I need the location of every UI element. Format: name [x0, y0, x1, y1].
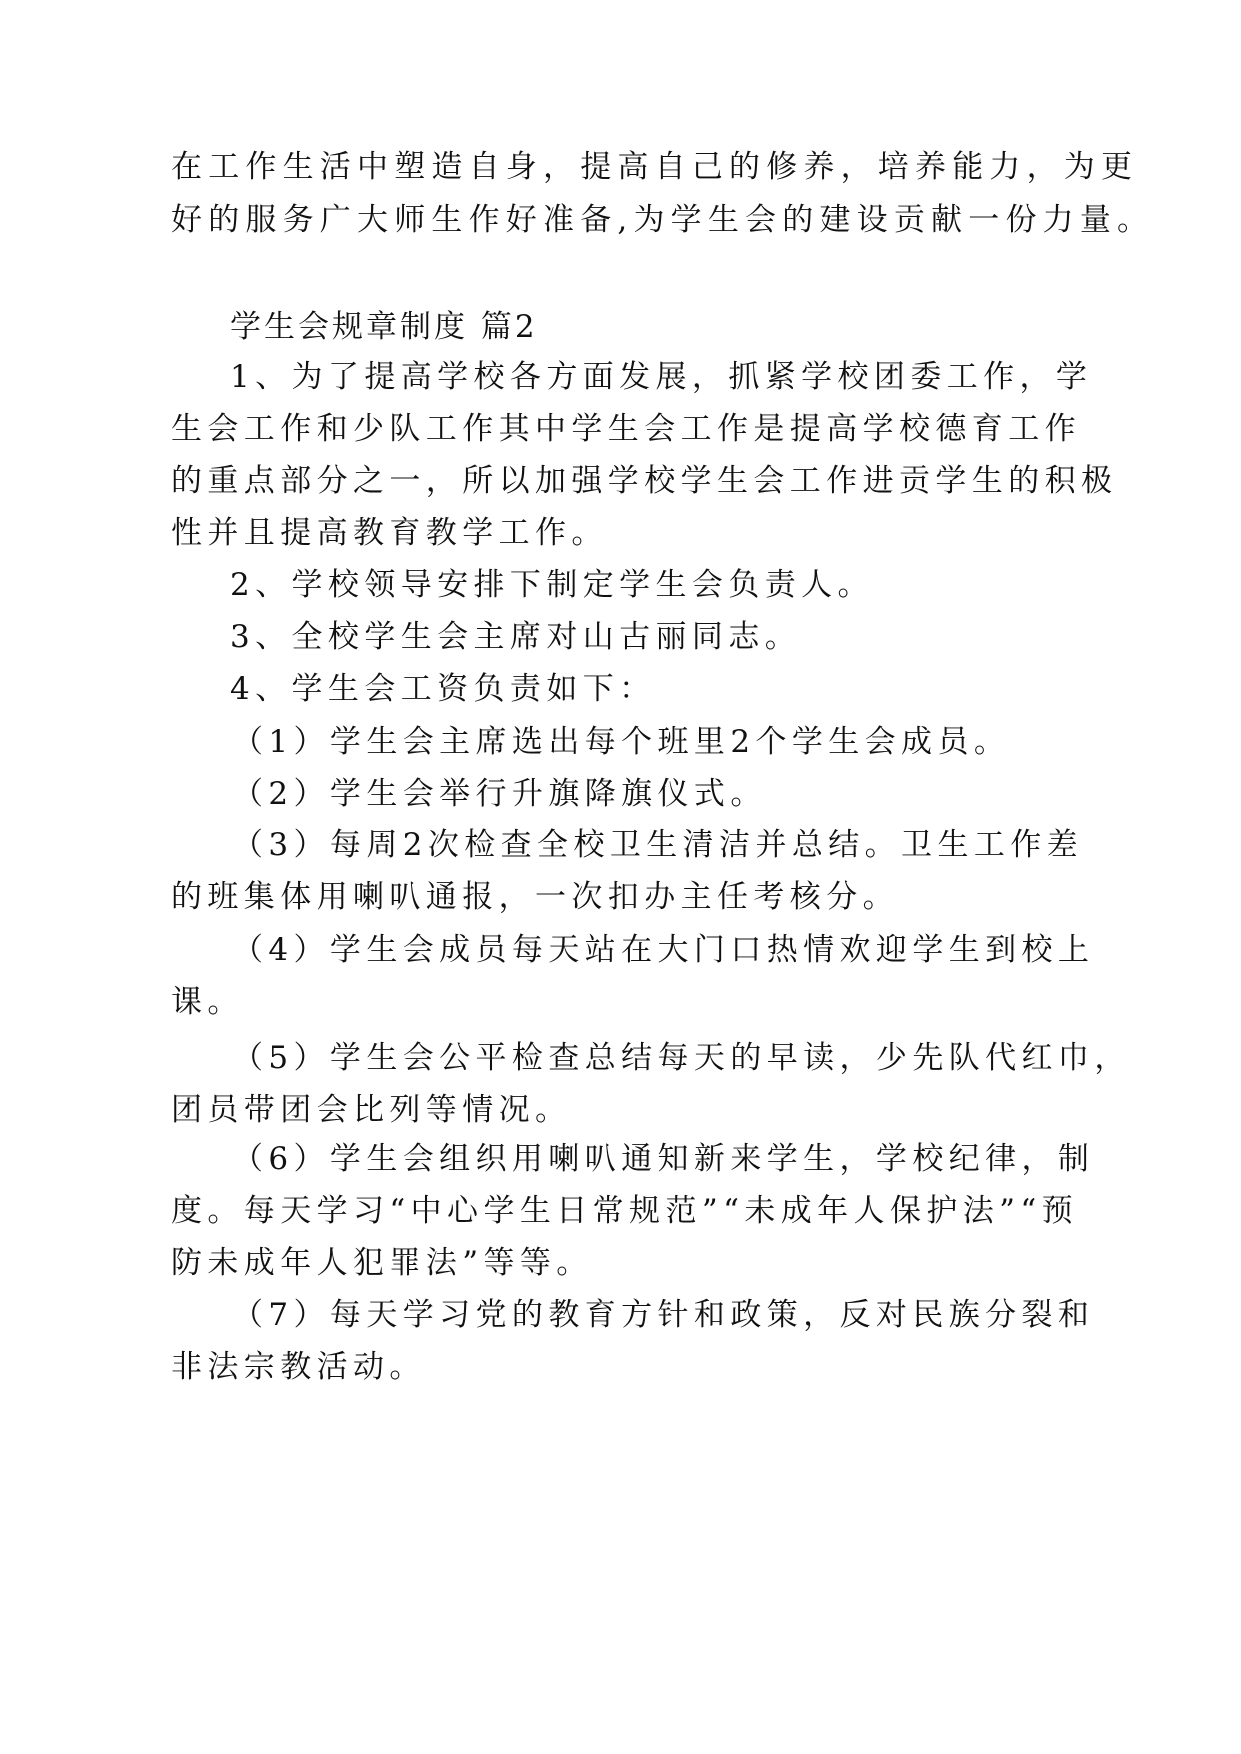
- paragraph-line: 4、学生会工资负责如下：: [230, 671, 656, 707]
- paragraph-line: 性并且提高教育教学工作。: [171, 515, 608, 551]
- paragraph-line: （3）每周2次检查全校卫生清洁并总结。卫生工作差: [232, 827, 1084, 863]
- paragraph-line: 的班集体用喇叭通报，一次扣办主任考核分。: [171, 879, 899, 915]
- continuation-line-1: 在工作生活中塑造自身，提高自己的修养，培养能力，为更: [171, 149, 1139, 185]
- paragraph-line: 团员带团会比列等情况。: [171, 1092, 572, 1128]
- continuation-line-2: 好的服务广大师生作好准备,为学生会的建设贡献一份力量。: [171, 202, 1155, 238]
- paragraph-line: 课。: [171, 984, 244, 1020]
- paragraph-line: 的重点部分之一，所以加强学校学生会工作进贡学生的积极: [171, 463, 1118, 499]
- paragraph-line: 防未成年人犯罪法”等等。: [171, 1245, 593, 1281]
- paragraph-line: （2）学生会举行升旗降旗仪式。: [232, 776, 767, 812]
- paragraph-line: 3、全校学生会主席对山古丽同志。: [230, 619, 802, 655]
- paragraph-line: 度。每天学习“中心学生日常规范”“未成年人保护法”“预: [171, 1193, 1079, 1229]
- paragraph-line: （5）学生会公平检查总结每天的早读，少先队代红巾，: [232, 1040, 1131, 1076]
- paragraph-line: 1、为了提高学校各方面发展，抓紧学校团委工作，学: [230, 359, 1093, 395]
- paragraph-line: 非法宗教活动。: [171, 1349, 426, 1385]
- paragraph-line: （1）学生会主席选出每个班里2个学生会成员。: [232, 724, 1011, 760]
- paragraph-line: （4）学生会成员每天站在大门口热情欢迎学生到校上: [232, 932, 1095, 968]
- paragraph-line: （6）学生会组织用喇叭通知新来学生，学校纪律，制: [232, 1141, 1095, 1177]
- paragraph-line: （7）每天学习党的教育方针和政策，反对民族分裂和: [232, 1297, 1095, 1333]
- paragraph-line: 生会工作和少队工作其中学生会工作是提高学校德育工作: [171, 411, 1081, 447]
- section-title: 学生会规章制度 篇2: [230, 309, 538, 345]
- paragraph-line: 2、学校领导安排下制定学生会负责人。: [230, 567, 874, 603]
